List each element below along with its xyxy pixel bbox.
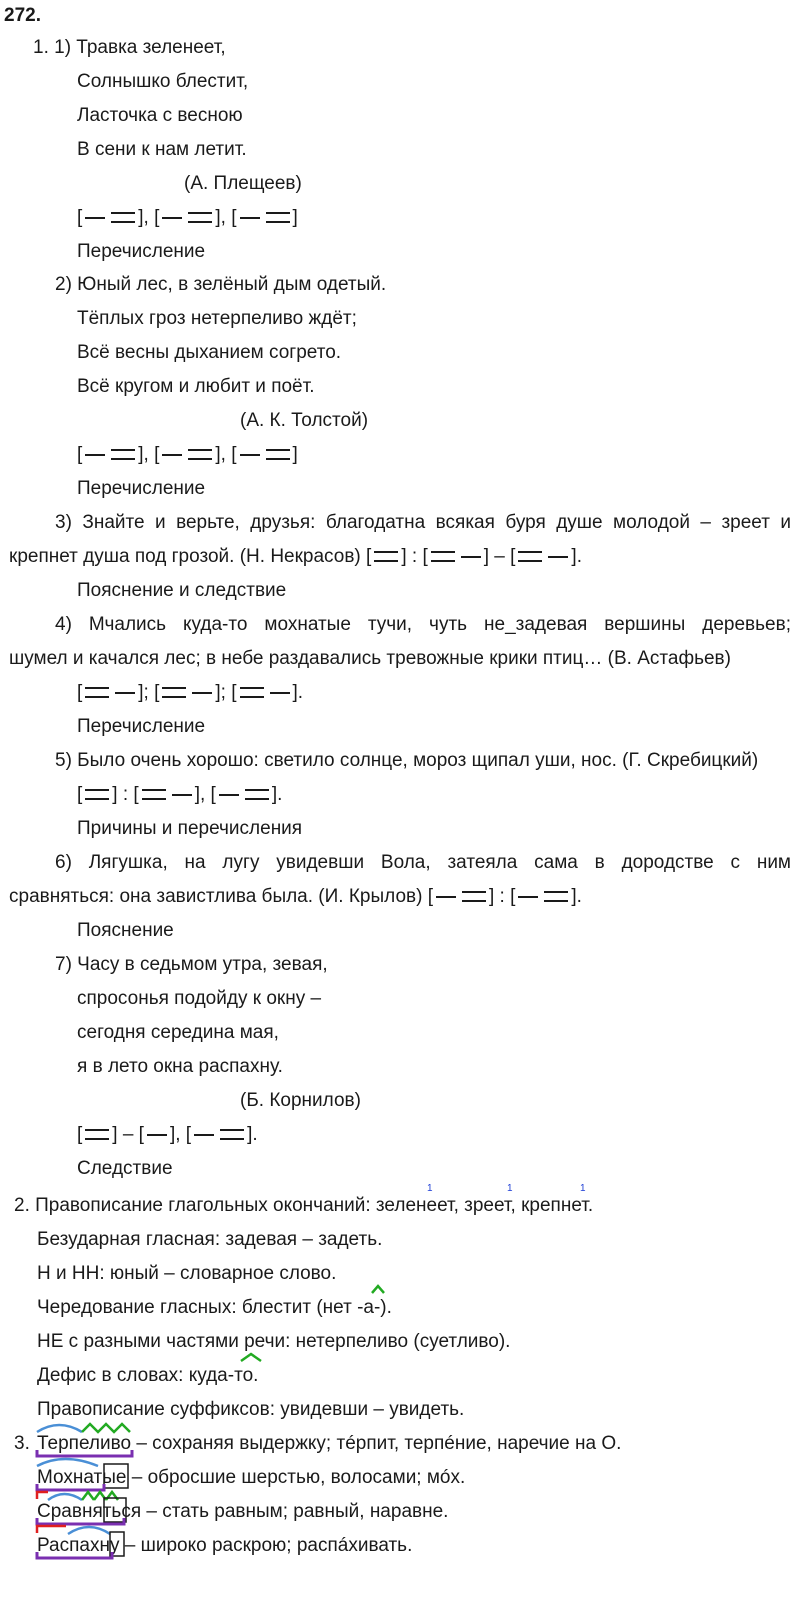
p1-author: (А. Плещеев) — [184, 173, 302, 194]
s2-line5: НЕ с разными частями речи: нетерпеливо (суетливо). — [37, 1331, 511, 1352]
p1-line2: Солнышко блестит, — [77, 71, 249, 92]
p2-line4: Всё кругом и любит и поёт. — [77, 376, 315, 397]
s2-sup-2: 1 — [507, 1183, 513, 1194]
s3-word-3: Сравняться — [37, 1501, 142, 1522]
p7-type: Следствие — [77, 1158, 173, 1179]
s3-def-2: – обросшие шерстью, волосами; мóх. — [131, 1467, 466, 1488]
p1-line1: 1. 1) Травка зеленеет, — [33, 37, 226, 58]
morpheme-marks-4 — [34, 1518, 134, 1562]
s2-line3: Н и НН: юный – словарное слово. — [37, 1263, 337, 1284]
p5-line1: 5) Было очень хорошо: светило солнце, мороз щипал уши, нос. (Г. Скребицкий) — [55, 750, 759, 771]
root-mark-icon — [371, 1284, 385, 1294]
s3-def-3: – стать равным; равный, наравне. — [146, 1501, 449, 1522]
p7-author: (Б. Корнилов) — [240, 1090, 361, 1111]
p2-line2: Тёплых гроз нетерпеливо ждёт; — [77, 308, 357, 329]
p5-scheme: [ ] : [ ], [ ]. — [77, 784, 283, 805]
p6-type: Пояснение — [77, 920, 174, 941]
p7-line1: 7) Часу в седьмом утра, зевая, — [55, 954, 328, 975]
s3-word-4: Распахну — [37, 1535, 120, 1556]
p6-line2: сравняться: она завистлива была. (И. Крылов) [ ] : [ ]. — [9, 886, 582, 907]
p2-author: (А. К. Толстой) — [240, 410, 369, 431]
p7-line4: я в лето окна распахну. — [77, 1056, 283, 1077]
p1-scheme: [ ], [ ], [ ] — [77, 207, 298, 228]
p3-line2-text: крепнет душа под грозой. (Н. Некрасов) — [9, 546, 361, 567]
p2-scheme: [ ], [ ], [ ] — [77, 444, 298, 465]
p4-line1: 4) Мчались куда-то мохнатые тучи, чуть не_задевая вершины деревьев; — [55, 614, 791, 635]
task-number: 272. — [4, 5, 41, 26]
s2-line1: 2. Правописание глагольных окончаний: зеленеет, зреет, крепнет. — [14, 1195, 594, 1216]
p3-type: Пояснение и следствие — [77, 580, 287, 601]
p5-type: Причины и перечисления — [77, 818, 303, 839]
s3-word-2: Мохнатые — [37, 1467, 127, 1488]
p7-scheme: [ ] – [ ], [ ]. — [77, 1124, 258, 1145]
p4-line2: шумел и качался лес; в небе раздавались тревожные крики птиц… (В. Астафьев) — [9, 648, 731, 669]
p4-scheme: [ ]; [ ]; [ ]. — [77, 682, 304, 703]
p6-line1: 6) Лягушка, на лугу увидевши Вола, затеяла сама в дородстве с ним — [55, 852, 791, 873]
p2-line3: Всё весны дыханием согрето. — [77, 342, 342, 363]
s3-def-4: – широко раскрою; распáхивать. — [124, 1535, 413, 1556]
p6-line2-text: сравняться: она завистлива была. (И. Крылов) — [9, 886, 423, 907]
s2-sup-1: 1 — [427, 1183, 433, 1194]
p2-type: Перечисление — [77, 478, 206, 499]
s3-number: 3. — [14, 1433, 30, 1454]
p7-line2: спросонья подойду к окну – — [77, 988, 322, 1009]
s2-line4: Чередование гласных: блестит (нет -а-). — [37, 1297, 392, 1318]
s2-line2: Безударная гласная: задевая – задеть. — [37, 1229, 383, 1250]
root-mark-icon — [240, 1352, 262, 1362]
p1-line3: Ласточка с весною — [77, 105, 243, 126]
s3-word-1: Терпеливо — [37, 1433, 132, 1454]
p1-line4: В сени к нам летит. — [77, 139, 247, 160]
s2-line7: Правописание суффиксов: увидевши – увидеть. — [37, 1399, 465, 1420]
p3-line2: крепнет душа под грозой. (Н. Некрасов) [ ] : [ ] – [ ]. — [9, 546, 582, 567]
p3-line1: 3) Знайте и верьте, друзья: благодатна всякая буря душе молодой – зреет и — [55, 512, 791, 533]
p4-type: Перечисление — [77, 716, 206, 737]
s2-line6: Дефис в словах: куда-то. — [37, 1365, 259, 1386]
p7-line3: сегодня середина мая, — [77, 1022, 279, 1043]
s2-sup-3: 1 — [580, 1183, 586, 1194]
s3-def-1: – сохраняя выдержку; тéрпит, терпéние, наречие на О. — [136, 1433, 622, 1454]
p2-line1: 2) Юный лес, в зелёный дым одетый. — [55, 274, 387, 295]
p1-type: Перечисление — [77, 241, 206, 262]
